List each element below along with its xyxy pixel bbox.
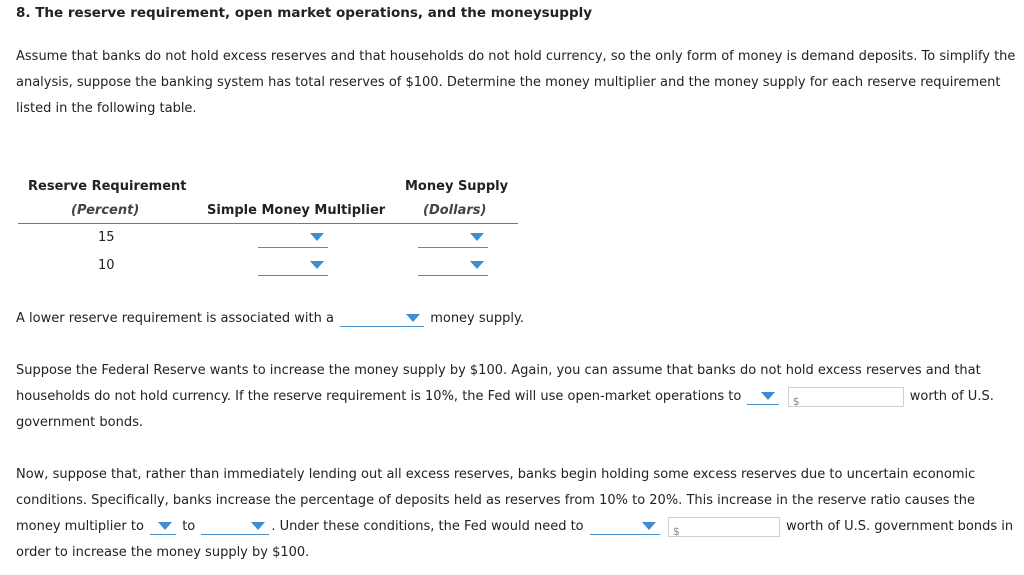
chevron-down-icon (310, 261, 324, 269)
money-supply-direction-dropdown[interactable] (340, 310, 424, 327)
excess-reserves-paragraph: Now, suppose that, rather than immediately lending out all excess reserves, banks begin holding some excess reserves due to uncertain economic conditions. Specifically, banks increase the percentage of deposits held as reserves from 10% to 20%. This increase in the reserve ratio causes the money multiplier to to . Under these conditions, the Fed would need to $ worth of U.S. government bonds in order to increase the money supply by $100. (16, 467, 1014, 560)
multiplier-15-dropdown[interactable] (258, 229, 328, 248)
chevron-down-icon (470, 233, 484, 241)
chevron-down-icon (642, 522, 656, 530)
col-reserve-subheader: (Percent) (71, 203, 140, 218)
money-supply-15-dropdown[interactable] (418, 229, 488, 248)
bonds-amount-input[interactable]: $ (788, 387, 904, 407)
row-15-reserve: 15 (98, 230, 115, 245)
fed-open-market-paragraph: Suppose the Federal Reserve wants to increase the money supply by $100. Again, you can assume that banks do not hold excess reserves and that households do not hold currency. If the reserve requirement is 10%, the Fed will use open-market operations to $ worth of U.S. government bonds. (16, 363, 994, 430)
question-title: 8. The reserve requirement, open market operations, and the moneysupply (16, 5, 593, 21)
chevron-down-icon (158, 522, 172, 530)
money-supply-10-dropdown[interactable] (418, 257, 488, 276)
chevron-down-icon (761, 392, 775, 400)
col-money-supply-subheader: (Dollars) (423, 203, 487, 218)
multiplier-to-dropdown[interactable] (201, 518, 269, 535)
table-divider (18, 223, 518, 224)
intro-paragraph: Assume that banks do not hold excess reserves and that households do not hold currency, so the only form of money is demand deposits. To simplify the analysis, suppose the banking system has total reserves of $100. Determine the money multiplier and the money supply for each reserve requirement listed in the following table. (16, 49, 1016, 116)
open-market-action-dropdown[interactable] (747, 388, 779, 405)
col-reserve-header: Reserve Requirement (28, 179, 187, 194)
fed-bonds-amount-input[interactable]: $ (668, 517, 780, 537)
fed-action-dropdown[interactable] (590, 518, 660, 535)
lower-reserve-sentence: A lower reserve requirement is associated with a money supply. (16, 311, 524, 326)
chevron-down-icon (406, 314, 420, 322)
chevron-down-icon (310, 233, 324, 241)
row-10-reserve: 10 (98, 258, 115, 273)
multiplier-10-dropdown[interactable] (258, 257, 328, 276)
col-money-supply-header: Money Supply (405, 179, 509, 194)
multiplier-from-dropdown[interactable] (150, 518, 176, 535)
chevron-down-icon (251, 522, 265, 530)
chevron-down-icon (470, 261, 484, 269)
col-multiplier-header: Simple Money Multiplier (207, 203, 386, 218)
